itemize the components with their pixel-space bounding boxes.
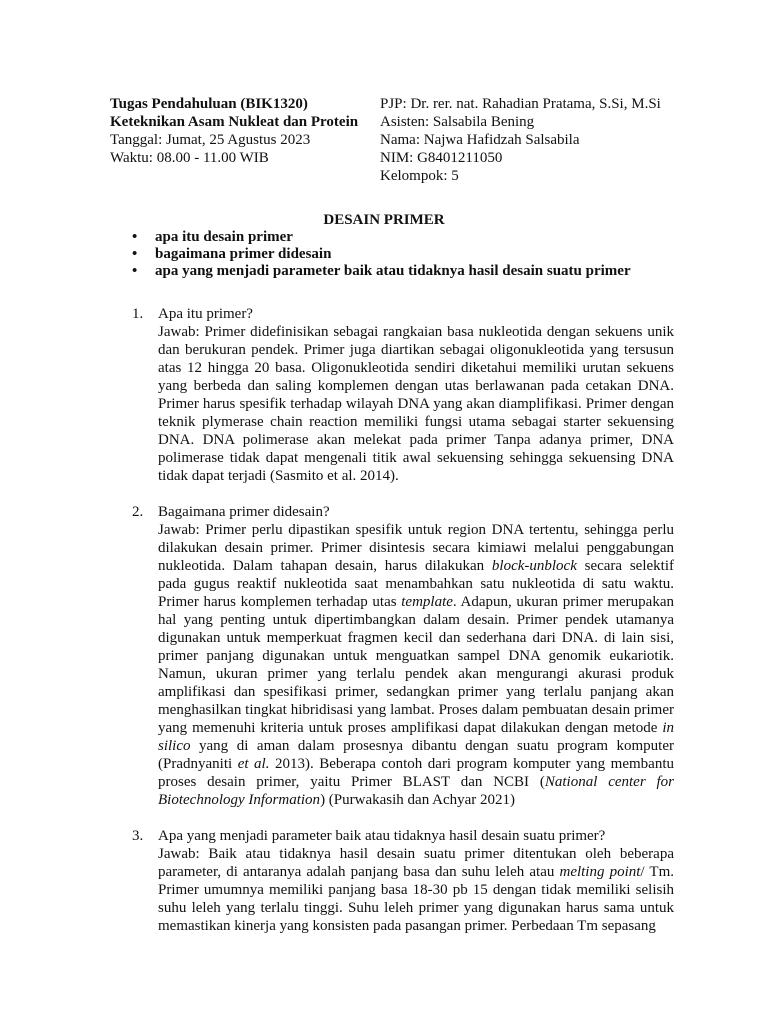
pjp-line: PJP: Dr. rer. nat. Rahadian Pratama, S.Si, M.Si	[380, 96, 661, 112]
header-left-column	[110, 95, 380, 167]
answer-text: Jawab: Primer didefinisikan sebagai rangkaian basa nukleotida dengan sekuens unik dan berukuran pendek. Primer juga diartikan sebagai oligonukleotida yang tersusun atas 12 hingga 20 basa. Oligonukleotida sendiri diketahui memiliki urutan sekuens yang berbeda dan saling komplemen dengan utas berlawanan pada cetakan DNA. Primer harus spesifik terhadap wilayah DNA yang akan diamplifikasi. Primer dengan teknik plymerase chain reaction memiliki fungsi utama sebagai starter sekuensing DNA. DNA polimerase akan melekat pada primer Tanpa adanya primer, DNA polimerase tidak dapat mengenali titik awal sekuensing sehingga sekuensing DNA tidak dapat terjadi (Sasmito et al. 2014).	[158, 324, 674, 484]
student-name-line: Nama: Najwa Hafidzah Salsabila	[380, 132, 580, 148]
assistant-line: Asisten: Salsabila Bening	[380, 114, 535, 130]
date-line: Tanggal: Jumat, 25 Agustus 2023	[110, 132, 311, 148]
bullet-dot-icon: •	[132, 263, 138, 279]
header-right-column	[380, 95, 680, 185]
question-text: Bagaimana primer didesain?	[158, 504, 330, 520]
course-code: Tugas Pendahuluan (BIK1320)	[110, 96, 308, 112]
bullet-item: • apa itu desain primer	[132, 229, 293, 245]
answer-text: Jawab: Primer perlu dipastikan spesifik untuk region DNA tertentu, sehingga perlu dilakukan desain primer. Primer disintesis secara kimiawi melalui penggabungan nukleotida. Dalam tahapan desain, harus dilakukan block-unblock secara selektif pada gugus reaktif nukleotida saat menambahkan satu nukleotida di satu waktu. Primer harus komplemen terhadap utas template. Adapun, ukuran primer merupakan hal yang penting untuk dipertimbangkan dalam desain. Primer pendek utamanya digunakan untuk memperkuat fragmen kecil dan sederhana dari DNA. di lain sisi, primer panjang digunakan untuk menguatkan sampel DNA genomik eukariotik. Namun, ukuran primer yang terlalu pendek akan mengurangi akurasi produk amplifikasi dan spesifikasi primer, sedangkan primer yang terlalu panjang akan menghasilkan tingkat hibridisasi yang lambat. Proses dalam pembuatan desain primer yang memenuhi kriteria untuk proses amplifikasi dapat dilakukan dengan metode in silico yang di aman dalam prosesnya dibantu dengan suatu program komputer (Pradnyaniti et al. 2013). Beberapa contoh dari program komputer yang membantu proses desain primer, yaitu Primer BLAST dan NCBI (National center for Biotechnology Information) (Purwakasih dan Achyar 2021)	[158, 522, 674, 808]
question-number: 2.	[132, 504, 144, 520]
question-text: Apa yang menjadi parameter baik atau tidaknya hasil desain suatu primer?	[158, 828, 606, 844]
student-id-line: NIM: G8401211050	[380, 150, 503, 166]
question-item-1	[110, 305, 674, 485]
question-number: 1.	[132, 306, 144, 322]
answer-text: Jawab: Baik atau tidaknya hasil desain suatu primer ditentukan oleh beberapa parameter, di antaranya adalah panjang basa dan suhu leleh atau melting point/ Tm. Primer umumnya memiliki panjang basa 18-30 pb 15 dengan tidak memiliki selisih suhu leleh yang terlalu tinggi. Suhu leleh primer yang digunakan harus sama untuk memastikan kinerja yang konsisten pada pasangan primer. Perbedaan Tm sepasang	[158, 846, 674, 934]
bullet-item: • apa yang menjadi parameter baik atau tidaknya hasil desain suatu primer	[132, 263, 631, 279]
bullet-dot-icon: •	[132, 246, 138, 262]
question-text: Apa itu primer?	[158, 306, 253, 322]
bullet-item: • bagaimana primer didesain	[132, 246, 332, 262]
course-name: Keteknikan Asam Nukleat dan Protein	[110, 114, 359, 130]
document-title: DESAIN PRIMER	[323, 212, 445, 228]
time-line: Waktu: 08.00 - 11.00 WIB	[110, 150, 269, 166]
question-item-3	[110, 827, 674, 935]
bullet-dot-icon: •	[132, 229, 138, 245]
topic-bullet-list	[110, 228, 670, 279]
question-item-2	[110, 503, 674, 809]
question-list	[110, 305, 674, 953]
group-line: Kelompok: 5	[380, 168, 459, 184]
question-number: 3.	[132, 828, 144, 844]
